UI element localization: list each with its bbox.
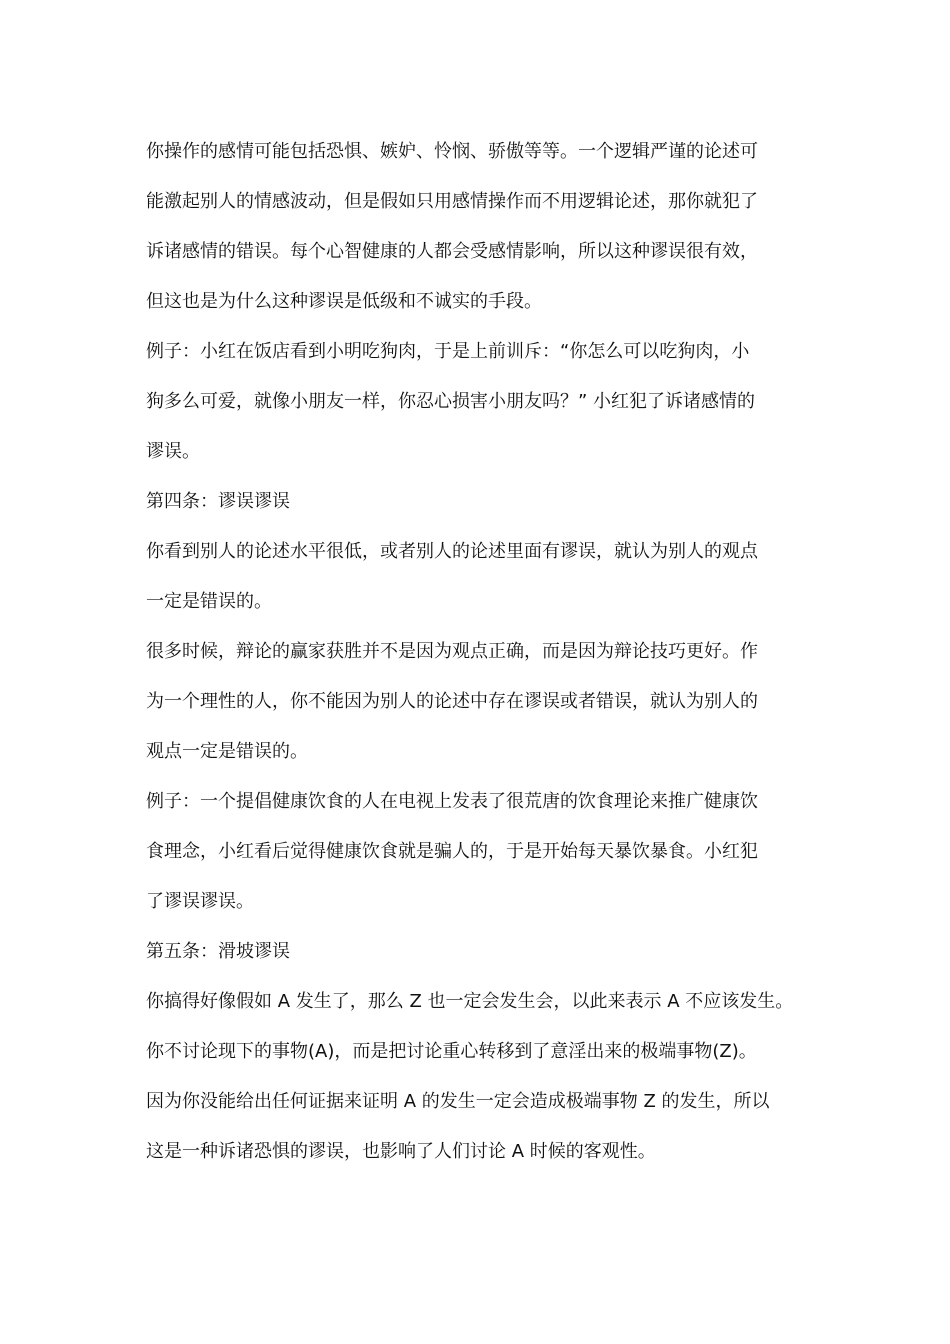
text-line: 食理念，小红看后觉得健康饮食就是骗人的，于是开始每天暴饮暴食。小红犯 <box>146 841 758 862</box>
section-heading: 第四条：谬误谬误 <box>146 491 290 512</box>
text-line: 狗多么可爱，就像小朋友一样，你忍心损害小朋友吗？” 小红犯了诉诸感情的 <box>146 391 756 412</box>
text-line: 诉诸感情的错误。每个心智健康的人都会受感情影响，所以这种谬误很有效， <box>146 241 758 262</box>
text-line: 能激起别人的情感波动，但是假如只用感情操作而不用逻辑论述，那你就犯了 <box>146 191 758 212</box>
text-line: 例子：小红在饭店看到小明吃狗肉，于是上前训斥：“你怎么可以吃狗肉，小 <box>146 341 750 362</box>
text-line: 你操作的感情可能包括恐惧、嫉妒、怜悯、骄傲等等。一个逻辑严谨的论述可 <box>146 141 758 162</box>
text-line: 了谬误谬误。 <box>146 891 254 912</box>
text-line: 因为你没能给出任何证据来证明 A 的发生一定会造成极端事物 Z 的发生，所以 <box>146 1091 770 1112</box>
text-line: 你搞得好像假如 A 发生了，那么 Z 也一定会发生会，以此来表示 A 不应该发生。 <box>146 991 794 1012</box>
text-line: 谬误。 <box>146 441 200 462</box>
document-body <box>146 127 836 1177</box>
text-line: 你看到别人的论述水平很低，或者别人的论述里面有谬误，就认为别人的观点 <box>146 541 758 562</box>
text-line: 为一个理性的人，你不能因为别人的论述中存在谬误或者错误，就认为别人的 <box>146 691 758 712</box>
text-line: 很多时候，辩论的赢家获胜并不是因为观点正确，而是因为辩论技巧更好。作 <box>146 641 758 662</box>
text-line: 你不讨论现下的事物(A)，而是把讨论重心转移到了意淫出来的极端事物(Z)。 <box>146 1041 757 1062</box>
section-heading: 第五条：滑坡谬误 <box>146 941 290 962</box>
text-line: 这是一种诉诸恐惧的谬误，也影响了人们讨论 A 时候的客观性。 <box>146 1141 656 1162</box>
text-line: 观点一定是错误的。 <box>146 741 308 762</box>
text-line: 例子：一个提倡健康饮食的人在电视上发表了很荒唐的饮食理论来推广健康饮 <box>146 791 758 812</box>
text-line: 一定是错误的。 <box>146 591 272 612</box>
text-line: 但这也是为什么这种谬误是低级和不诚实的手段。 <box>146 291 542 312</box>
